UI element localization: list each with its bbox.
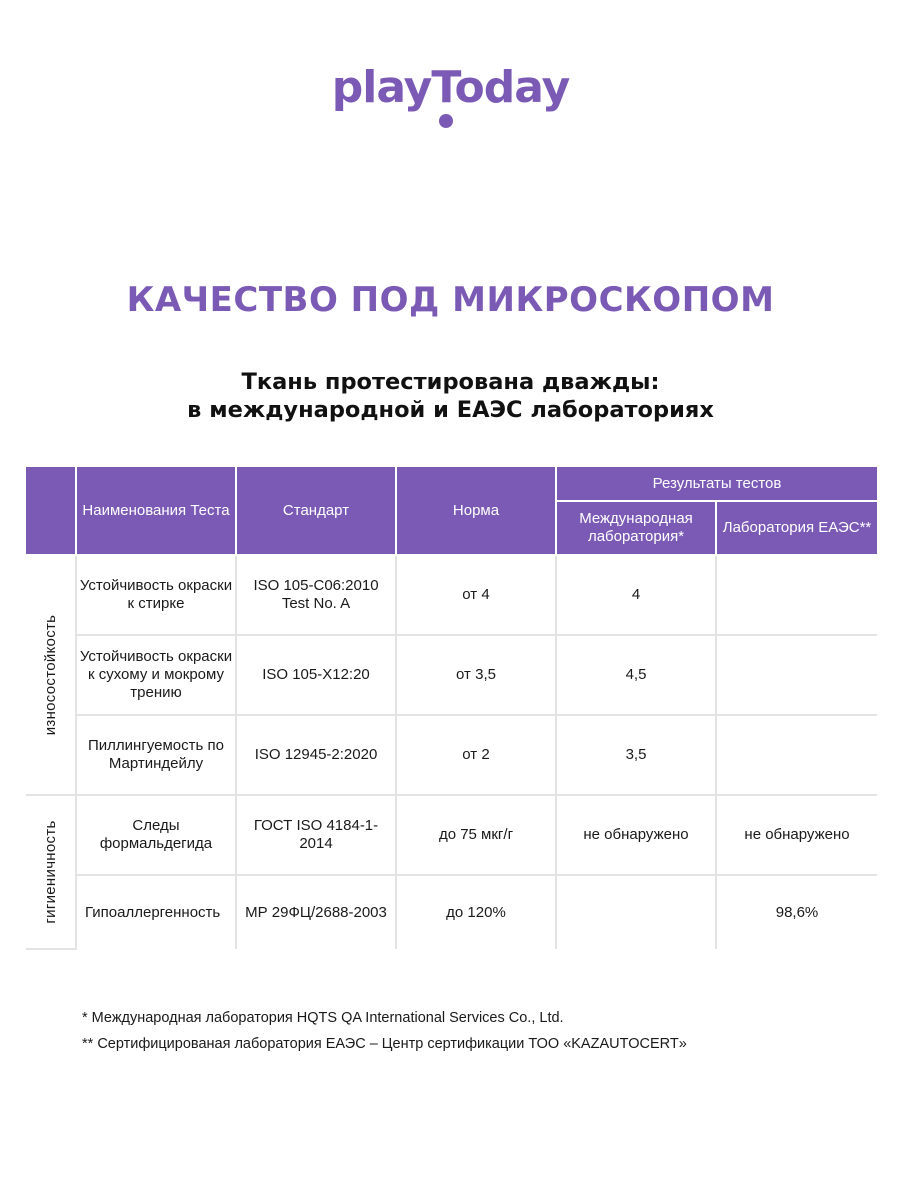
test-name: Устойчивость окраски к стирке: [76, 555, 236, 635]
eaes-result: [716, 555, 877, 635]
group-label: гигиеничность: [41, 820, 59, 924]
group-wear-resistance: [26, 555, 76, 795]
header-eaes-lab: Лаборатория ЕАЭС**: [716, 501, 877, 555]
table-row: [26, 555, 877, 635]
table-row: [26, 635, 877, 715]
page-headline: КАЧЕСТВО ПОД МИКРОСКОПОМ: [126, 280, 775, 320]
test-name: Следы формальдегида: [76, 795, 236, 875]
table-row: [26, 715, 877, 795]
test-standard: ISO 12945-2:2020: [236, 715, 396, 795]
test-norm: от 4: [396, 555, 556, 635]
eaes-result: [716, 715, 877, 795]
test-standard: ISO 105-C06:2010 Test No. A: [236, 555, 396, 635]
intl-result: 4: [556, 555, 716, 635]
header-intl-lab: Международная лаборатория*: [556, 501, 716, 555]
intl-result: 3,5: [556, 715, 716, 795]
brand-logo: playToday: [331, 62, 570, 113]
eaes-result: [716, 635, 877, 715]
test-name: Пиллингуемость по Мартиндейлу: [76, 715, 236, 795]
test-standard: ISO 105-X12:20: [236, 635, 396, 715]
test-name: Гипоаллергенность: [76, 875, 236, 949]
header-test-name: Наименования Теста: [76, 467, 236, 555]
table-row: [26, 875, 877, 949]
header-corner: [26, 467, 76, 555]
group-hygiene: [26, 795, 76, 949]
eaes-result: 98,6%: [775, 903, 819, 921]
test-norm: от 3,5: [396, 635, 556, 715]
logo-dot-icon: [439, 114, 453, 128]
header-results: Результаты тестов: [556, 467, 877, 501]
footnotes: [82, 1005, 687, 1057]
subtitle-line-2: в международной и ЕАЭС лабораториях: [187, 397, 714, 423]
test-norm: до 120%: [396, 875, 556, 949]
table-row: [26, 795, 877, 875]
test-norm: от 2: [396, 715, 556, 795]
eaes-result: не обнаружено: [716, 795, 877, 875]
intl-result: не обнаружено: [556, 795, 716, 875]
test-standard: МР 29ФЦ/2688-2003: [236, 875, 396, 949]
test-results-table: [26, 467, 877, 950]
intl-result: 4,5: [556, 635, 716, 715]
footnote-eaes-lab: ** Сертифицированая лаборатория ЕАЭС – Центр сертификации ТОО «KAZAUTOCERT»: [82, 1036, 687, 1052]
subtitle-line-1: Ткань протестирована дважды:: [241, 369, 660, 395]
group-label: износостойкость: [41, 614, 59, 736]
test-standard: ГОСТ ISO 4184-1-2014: [236, 795, 396, 875]
page-subtitle: [0, 368, 901, 424]
intl-result: [556, 875, 716, 949]
header-norm: Норма: [396, 467, 556, 555]
footnote-intl-lab: * Международная лаборатория HQTS QA International Services Co., Ltd.: [82, 1010, 564, 1026]
test-norm: до 75 мкг/г: [396, 795, 556, 875]
test-name: Устойчивость окраски к сухому и мокрому трению: [76, 635, 236, 715]
header-standard: Стандарт: [236, 467, 396, 555]
